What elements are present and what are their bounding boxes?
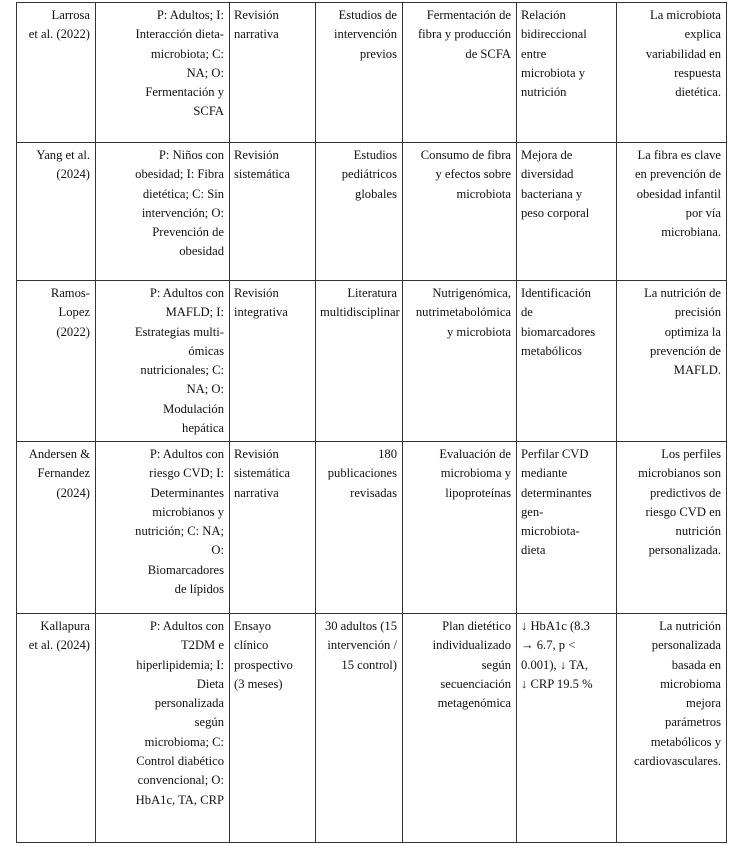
- conclusion-cell: Los perfiles microbianos son predictivos de riesgo CVD en nutrición personalizada.: [617, 442, 727, 614]
- design-cell: Ensayo clínico prospectivo (3 meses): [230, 614, 316, 843]
- author-cell: Ramos- Lopez (2022): [17, 281, 96, 442]
- outcome-cell: Mejora de diversidad bacteriana y peso corporal: [517, 143, 617, 281]
- intervention-cell: Nutrigenómica, nutrimetabolómica y microbiota: [403, 281, 517, 442]
- studies-table: [16, 2, 727, 843]
- table-row: [17, 143, 727, 281]
- design-cell: Revisión sistemática narrativa: [230, 442, 316, 614]
- conclusion-cell: La microbiota explica variabilidad en respuesta dietética.: [617, 3, 727, 143]
- sample-cell: 30 adultos (15 intervención / 15 control): [316, 614, 403, 843]
- table-row: [17, 442, 727, 614]
- conclusion-cell: La fibra es clave en prevención de obesidad infantil por vía microbiana.: [617, 143, 727, 281]
- conclusion-cell: La nutrición personalizada basada en microbioma mejora parámetros metabólicos y cardiovasculares.: [617, 614, 727, 843]
- outcome-cell: Perfilar CVD mediante determinantes gen- microbiota- dieta: [517, 442, 617, 614]
- author-cell: Yang et al. (2024): [17, 143, 96, 281]
- pico-cell: P: Adultos; I: Interacción dieta- microbiota; C: NA; O: Fermentación y SCFA: [96, 3, 230, 143]
- sample-cell: 180 publicaciones revisadas: [316, 442, 403, 614]
- sample-cell: Literatura multidisciplinar: [316, 281, 403, 442]
- table-row: [17, 3, 727, 143]
- sample-cell: Estudios pediátricos globales: [316, 143, 403, 281]
- outcome-cell: Identificación de biomarcadores metabólicos: [517, 281, 617, 442]
- table-row: [17, 614, 727, 843]
- outcome-cell: Relación bidireccional entre microbiota y nutrición: [517, 3, 617, 143]
- intervention-cell: Consumo de fibra y efectos sobre microbiota: [403, 143, 517, 281]
- design-cell: Revisión narrativa: [230, 3, 316, 143]
- author-cell: Kallapura et al. (2024): [17, 614, 96, 843]
- intervention-cell: Plan dietético individualizado según secuenciación metagenómica: [403, 614, 517, 843]
- pico-cell: P: Adultos con riesgo CVD; I: Determinantes microbianos y nutrición; C: NA; O: Biomarcadores de lípidos: [96, 442, 230, 614]
- author-cell: Larrosa et al. (2022): [17, 3, 96, 143]
- design-cell: Revisión integrativa: [230, 281, 316, 442]
- sample-cell: Estudios de intervención previos: [316, 3, 403, 143]
- intervention-cell: Fermentación de fibra y producción de SCFA: [403, 3, 517, 143]
- pico-cell: P: Adultos con MAFLD; I: Estrategias multi- ómicas nutricionales; C: NA; O: Modulación hepática: [96, 281, 230, 442]
- author-cell: Andersen & Fernandez (2024): [17, 442, 96, 614]
- table-row: [17, 281, 727, 442]
- pico-cell: P: Adultos con T2DM e hiperlipidemia; I: Dieta personalizada según microbioma; C: Control diabético convencional; O: HbA1c, TA, CRP: [96, 614, 230, 843]
- design-cell: Revisión sistemática: [230, 143, 316, 281]
- conclusion-cell: La nutrición de precisión optimiza la prevención de MAFLD.: [617, 281, 727, 442]
- intervention-cell: Evaluación de microbioma y lipoproteínas: [403, 442, 517, 614]
- pico-cell: P: Niños con obesidad; I: Fibra dietética; C: Sin intervención; O: Prevención de obesidad: [96, 143, 230, 281]
- outcome-cell: ↓ HbA1c (8.3 → 6.7, p < 0.001), ↓ TA, ↓ CRP 19.5 %: [517, 614, 617, 843]
